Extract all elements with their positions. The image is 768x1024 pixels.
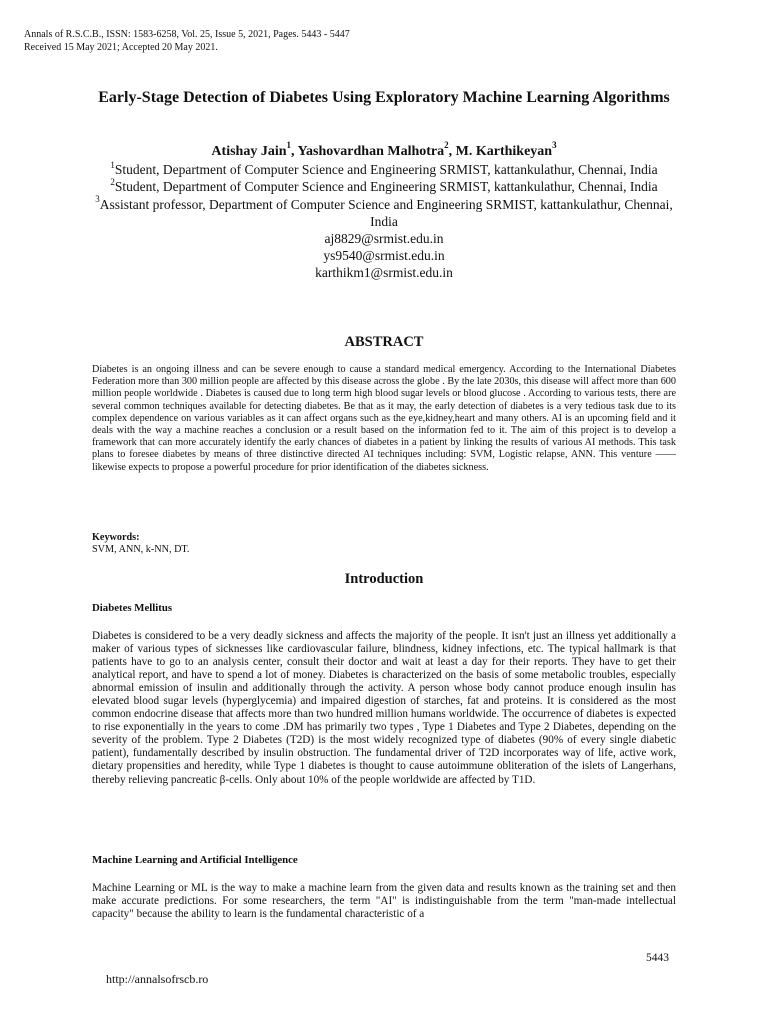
body-paragraph: Diabetes is considered to be a very deadly sickness and affects the majority of the people. It isn't just an illness yet additionally a maker of various types of sicknesses like cardiovascular failure, blindness, kidney infections, etc. The typical hallmark is that patients have to go to an analysis center, consult their doctor and wait at least a day for their reports. They have to get their analytical report, and have to spend a lot of money. Diabetes is characterized on the basis of some metabolic troubles, especially abnormal emission of insulin and additionally through the activity. A person whose body cannot produce enough insulin has elevated blood sugar levels (hyperglycemia) and impaired digestion of starches, fat and proteins. It is considered as the most common endocrine disease that affects more than two hundred million humans worldwide. The occurrence of diabetes is expected to rise exponentially in the years to come .DM has primarily two types , Type 1 Diabetes and Type 2 Diabetes, depending on the severity of the problem. Type 2 Diabetes (T2D) is the most widely recognized type of diabetes (90% of every single diabetic patient), fundamentally described by insulin obstruction. The fundamental driver of T2D incorporates way of life, active work, dietary propensities and heredity, while Type 1 diabetes is thought to cause autoimmune obliteration of the islets of Langerhans, thereby relieving pancreatic β-cells. Only about 10% of the people worldwide are affected by T1D. (92, 630, 676, 786)
author-name: Yashovardhan Malhotra (297, 144, 445, 159)
journal-citation: Annals of R.S.C.B., ISSN: 1583-6258, Vol. 25, Issue 5, 2021, Pages. 5443 - 5447 (24, 29, 350, 40)
author-email: aj8829@srmist.edu.in (324, 231, 444, 247)
received-accepted-dates: Received 15 May 2021; Accepted 20 May 2021. (24, 41, 218, 53)
author-name: Atishay Jain (211, 144, 287, 159)
footer-url: http://annalsofrscb.ro (106, 972, 209, 986)
author-superscript: 2 (444, 140, 449, 151)
affiliation: $^2$Student, Department of Computer Science and Engineering SRMIST, kattankulathur, Chennai, India (110, 176, 658, 195)
keywords-block (92, 532, 189, 556)
paper-title: Early-Stage Detection of Diabetes Using Exploratory Machine Learning Algorithms (98, 89, 670, 106)
page-number: 5443 (646, 952, 669, 964)
subsection-heading: Diabetes Mellitus (92, 602, 173, 614)
body-paragraph: Machine Learning or ML is the way to make a machine learn from the given data and results known as the training set and then make accurate predictions. For some researchers, the term "AI" is indistinguishable from the term "man-made intellectual capacity" because the ability to learn is the fundamental characteristic of a (92, 882, 676, 921)
abstract-heading: ABSTRACT (344, 334, 424, 350)
introduction-heading: Introduction (344, 571, 424, 587)
author-superscript: 3 (552, 140, 557, 151)
author-email: karthikm1@srmist.edu.in (315, 265, 453, 281)
author-block (92, 140, 676, 282)
keywords-label: Keywords: (92, 532, 140, 543)
subsection-heading: Machine Learning and Artificial Intelligence (92, 854, 298, 866)
journal-header (24, 29, 350, 54)
affiliation: $^1$Student, Department of Computer Science and Engineering SRMIST, kattankulathur, Chennai, India (110, 159, 658, 178)
author-names: Atishay Jain$^1$, Yashovardhan Malhotra$^2$, M. Karthikeyan$^3$ (211, 140, 557, 159)
author-superscript: 1 (286, 140, 291, 151)
keywords-list: SVM, ANN, k-NN, DT. (92, 544, 190, 555)
author-name: M. Karthikeyan (455, 144, 553, 159)
affiliation: $^3$Assistant professor, Department of Computer Science and Engineering SRMIST, kattankulathur, Chennai, India (95, 194, 673, 229)
abstract-text: Diabetes is an ongoing illness and can be severe enough to cause a standard medical emergency. According to the International Diabetes Federation more than 300 million people are affected by this disease across the globe . By the late 2030s, this disease will affect more than 600 million people worldwide . Diabetes is caused due to long term high blood sugar levels or blood glucose . According to various tests, there are several common techniques available for detecting diabetes. Be that as it may, the early detection of diabetes is a very tedious task due to its complex dependence on various variables as it can affect organs such as the eye,kidney,heart and many others. AI is an upcoming field and it deals with the way a machine reaches a conclusion or a result based on the information fed to it. The aim of this project is to develop a framework that can more accurately identify the early chances of diabetes in a patient by linking the results of various AI methods. This task plans to foresee diabetes by means of three distinctive directed AI techniques including: SVM, Logistic relapse, ANN. This venture ——likewise expects to propose a powerful procedure for prior identification of the diabetes sickness. (92, 364, 676, 473)
author-email: ys9540@srmist.edu.in (323, 248, 445, 264)
